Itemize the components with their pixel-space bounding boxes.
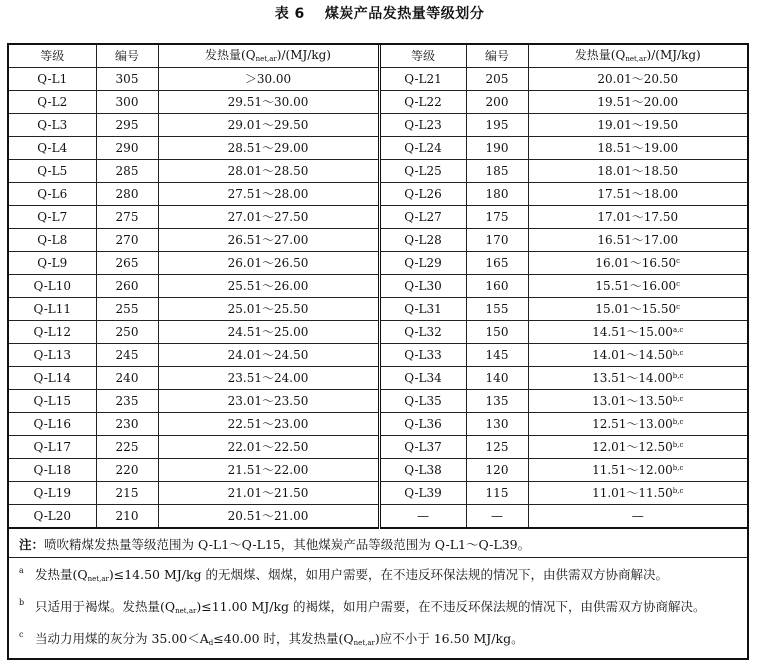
- footnote-ref: c: [676, 257, 681, 265]
- col-value-left: 发热量$(Q_{net,ar})/(MJ/kg)$: [158, 45, 379, 68]
- footnote-ref: b,c: [672, 464, 684, 472]
- cell-value-left: 27.51～28.00: [158, 183, 379, 206]
- table-title: [0, 3, 759, 23]
- cell-grade-right: Q-L34: [379, 367, 466, 390]
- footnote-ref: b,c: [672, 372, 684, 380]
- cell-code-left: 295: [96, 114, 158, 137]
- cell-code-right: 150: [466, 321, 528, 344]
- cell-code-left: 300: [96, 91, 158, 114]
- col-value-right: 发热量$(Q_{net,ar})/(MJ/kg)$: [528, 45, 747, 68]
- header-row: [9, 45, 747, 68]
- cell-value-right: 11.01～11.50$^{b,c}$: [528, 482, 747, 505]
- cell-code-left: 235: [96, 390, 158, 413]
- cell-value-right: 18.01～18.50: [528, 160, 747, 183]
- cell-code-left: 215: [96, 482, 158, 505]
- cell-grade-left: Q-L16: [9, 413, 96, 436]
- cell-value-left: 22.51～23.00: [158, 413, 379, 436]
- cell-value-right: 16.01～16.50$^c$: [528, 252, 747, 275]
- col-code-left: 编号: [96, 45, 158, 68]
- cell-code-right: 185: [466, 160, 528, 183]
- note-text: 喷吹精煤发热量等级范围为 Q-L1～Q-L15，其他煤炭产品等级范围为 Q-L1～Q-L39。: [44, 537, 531, 552]
- footnote-marker: a: [19, 566, 24, 575]
- cell-code-left: 270: [96, 229, 158, 252]
- cell-value-right: 17.01～17.50: [528, 206, 747, 229]
- footnote-a: [19, 564, 741, 590]
- cell-value-right: 16.51～17.00: [528, 229, 747, 252]
- cell-value-left: 25.01～25.50: [158, 298, 379, 321]
- cell-code-right: —: [466, 505, 528, 529]
- cell-code-right: 160: [466, 275, 528, 298]
- cell-code-left: 230: [96, 413, 158, 436]
- footnote-ref: b,c: [672, 487, 684, 495]
- cell-grade-left: Q-L18: [9, 459, 96, 482]
- cell-value-right: 12.51～13.00$^{b,c}$: [528, 413, 747, 436]
- cell-grade-right: Q-L37: [379, 436, 466, 459]
- table-row: [9, 298, 747, 321]
- cell-code-right: 175: [466, 206, 528, 229]
- cell-grade-right: Q-L36: [379, 413, 466, 436]
- cell-value-left: 21.01～21.50: [158, 482, 379, 505]
- cell-grade-right: Q-L23: [379, 114, 466, 137]
- cell-code-right: 125: [466, 436, 528, 459]
- table-container: [7, 43, 749, 660]
- cell-value-left: 20.51～21.00: [158, 505, 379, 529]
- cell-grade-left: Q-L1: [9, 68, 96, 91]
- cell-value-right: 13.51～14.00$^{b,c}$: [528, 367, 747, 390]
- cell-value-left: ＞30.00: [158, 68, 379, 91]
- cell-code-left: 260: [96, 275, 158, 298]
- cell-grade-left: Q-L12: [9, 321, 96, 344]
- cell-grade-right: Q-L32: [379, 321, 466, 344]
- table-row: [9, 344, 747, 367]
- cell-grade-left: Q-L10: [9, 275, 96, 298]
- cell-grade-left: Q-L20: [9, 505, 96, 529]
- table-row: [9, 459, 747, 482]
- footnote-ref: b,c: [672, 418, 684, 426]
- cell-grade-left: Q-L6: [9, 183, 96, 206]
- table-row: [9, 229, 747, 252]
- footnote-marker: b: [19, 598, 25, 607]
- cell-code-left: 220: [96, 459, 158, 482]
- cell-value-left: 22.01～22.50: [158, 436, 379, 459]
- cell-value-right: 14.01～14.50$^{b,c}$: [528, 344, 747, 367]
- cell-code-left: 225: [96, 436, 158, 459]
- cell-value-right: 11.51～12.00$^{b,c}$: [528, 459, 747, 482]
- cell-code-right: 115: [466, 482, 528, 505]
- cell-grade-right: Q-L30: [379, 275, 466, 298]
- cell-grade-left: Q-L13: [9, 344, 96, 367]
- cell-value-right: 17.51～18.00: [528, 183, 747, 206]
- cell-code-right: 140: [466, 367, 528, 390]
- cell-grade-right: Q-L35: [379, 390, 466, 413]
- cell-code-right: 190: [466, 137, 528, 160]
- cell-grade-right: Q-L38: [379, 459, 466, 482]
- footnote-c: [19, 628, 741, 654]
- table-row: [9, 137, 747, 160]
- table-row: [9, 413, 747, 436]
- table-row: [9, 482, 747, 505]
- cell-value-left: 26.51～27.00: [158, 229, 379, 252]
- cell-grade-right: Q-L22: [379, 91, 466, 114]
- cell-code-left: 250: [96, 321, 158, 344]
- footnote-text: 发热量$(Q_{net,ar})\le 14.50$ MJ/kg 的无烟煤、烟煤，如用户需要，在不违反环保法规的情况下，由供需双方协商解决。: [35, 567, 669, 583]
- cell-grade-left: Q-L4: [9, 137, 96, 160]
- table-number: 表 6: [274, 6, 305, 22]
- table-caption: 煤炭产品发热量等级划分: [324, 6, 485, 22]
- cell-grade-right: Q-L28: [379, 229, 466, 252]
- footnote-ref: c: [676, 280, 681, 288]
- footnote-text: 当动力用煤的灰分为 $35.00<A_d\le 40.00$ 时，其发热量$(Q_{net,ar})$应不小于 16.50 MJ/kg。: [35, 631, 524, 647]
- cell-grade-left: Q-L3: [9, 114, 96, 137]
- cell-value-right: 13.01～13.50$^{b,c}$: [528, 390, 747, 413]
- note-label: 注：: [19, 537, 45, 552]
- cell-value-right: 12.01～12.50$^{b,c}$: [528, 436, 747, 459]
- cell-code-left: 305: [96, 68, 158, 91]
- cell-grade-right: —: [379, 505, 466, 529]
- cell-value-left: 28.01～28.50: [158, 160, 379, 183]
- cell-value-left: 29.01～29.50: [158, 114, 379, 137]
- table-row: [9, 367, 747, 390]
- cell-grade-right: Q-L33: [379, 344, 466, 367]
- cell-code-right: 120: [466, 459, 528, 482]
- cell-value-right: 19.51～20.00: [528, 91, 747, 114]
- cell-grade-right: Q-L25: [379, 160, 466, 183]
- cell-code-right: 200: [466, 91, 528, 114]
- table-row: [9, 436, 747, 459]
- cell-grade-right: Q-L26: [379, 183, 466, 206]
- col-code-right: 编号: [466, 45, 528, 68]
- cell-code-right: 145: [466, 344, 528, 367]
- cell-grade-right: Q-L21: [379, 68, 466, 91]
- cell-grade-right: Q-L29: [379, 252, 466, 275]
- footnote-ref: b,c: [672, 349, 684, 357]
- cell-code-left: 245: [96, 344, 158, 367]
- cell-code-right: 130: [466, 413, 528, 436]
- cell-value-left: 26.01～26.50: [158, 252, 379, 275]
- table-notes: [9, 529, 747, 658]
- col-grade-right: 等级: [379, 45, 466, 68]
- cell-grade-right: Q-L27: [379, 206, 466, 229]
- cell-grade-left: Q-L17: [9, 436, 96, 459]
- note-line: [9, 531, 747, 558]
- table-row: [9, 321, 747, 344]
- cell-code-left: 210: [96, 505, 158, 529]
- footnote-ref: a,c: [672, 326, 684, 334]
- cell-value-left: 21.51～22.00: [158, 459, 379, 482]
- cell-value-right: 15.01～15.50$^c$: [528, 298, 747, 321]
- cell-code-left: 290: [96, 137, 158, 160]
- table-row: [9, 275, 747, 298]
- cell-code-right: 195: [466, 114, 528, 137]
- cell-grade-right: Q-L31: [379, 298, 466, 321]
- col-grade-left: 等级: [9, 45, 96, 68]
- cell-code-right: 135: [466, 390, 528, 413]
- table-row: [9, 91, 747, 114]
- cell-grade-left: Q-L11: [9, 298, 96, 321]
- table-row: [9, 68, 747, 91]
- table-row: [9, 206, 747, 229]
- footnote-text: 只适用于褐煤。发热量$(Q_{net,ar})\le 11.00$ MJ/kg 的褐煤，如用户需要，在不违反环保法规的情况下，由供需双方协商解决。: [35, 599, 706, 615]
- cell-value-right: 15.51～16.00$^c$: [528, 275, 747, 298]
- cell-grade-left: Q-L15: [9, 390, 96, 413]
- cell-value-right: —: [528, 505, 747, 529]
- table-row: [9, 252, 747, 275]
- cell-grade-right: Q-L24: [379, 137, 466, 160]
- cell-grade-left: Q-L2: [9, 91, 96, 114]
- cell-code-right: 155: [466, 298, 528, 321]
- cell-value-left: 29.51～30.00: [158, 91, 379, 114]
- footnote-ref: b,c: [672, 395, 684, 403]
- cell-value-left: 23.51～24.00: [158, 367, 379, 390]
- cell-value-left: 24.51～25.00: [158, 321, 379, 344]
- cell-code-right: 170: [466, 229, 528, 252]
- cell-value-left: 25.51～26.00: [158, 275, 379, 298]
- cell-value-left: 27.01～27.50: [158, 206, 379, 229]
- cell-code-left: 275: [96, 206, 158, 229]
- cell-value-left: 28.51～29.00: [158, 137, 379, 160]
- cell-value-right: 14.51～15.00$^{a,c}$: [528, 321, 747, 344]
- table-row: [9, 505, 747, 529]
- cell-code-left: 255: [96, 298, 158, 321]
- footnote-marker: c: [19, 630, 24, 639]
- cell-value-left: 24.01～24.50: [158, 344, 379, 367]
- cell-code-left: 265: [96, 252, 158, 275]
- footnote-b: [19, 596, 741, 622]
- cell-value-left: 23.01～23.50: [158, 390, 379, 413]
- table-row: [9, 114, 747, 137]
- calorific-grade-table: [9, 45, 747, 529]
- cell-code-left: 285: [96, 160, 158, 183]
- footnote-ref: c: [676, 303, 681, 311]
- cell-grade-left: Q-L9: [9, 252, 96, 275]
- cell-grade-left: Q-L7: [9, 206, 96, 229]
- cell-code-left: 240: [96, 367, 158, 390]
- cell-code-right: 165: [466, 252, 528, 275]
- cell-grade-left: Q-L8: [9, 229, 96, 252]
- cell-grade-left: Q-L14: [9, 367, 96, 390]
- cell-value-right: 18.51～19.00: [528, 137, 747, 160]
- table-row: [9, 183, 747, 206]
- cell-value-right: 19.01～19.50: [528, 114, 747, 137]
- cell-code-left: 280: [96, 183, 158, 206]
- cell-grade-left: Q-L19: [9, 482, 96, 505]
- cell-grade-right: Q-L39: [379, 482, 466, 505]
- cell-grade-left: Q-L5: [9, 160, 96, 183]
- table-row: [9, 160, 747, 183]
- cell-value-right: 20.01～20.50: [528, 68, 747, 91]
- table-row: [9, 390, 747, 413]
- cell-code-right: 180: [466, 183, 528, 206]
- footnote-ref: b,c: [672, 441, 684, 449]
- cell-code-right: 205: [466, 68, 528, 91]
